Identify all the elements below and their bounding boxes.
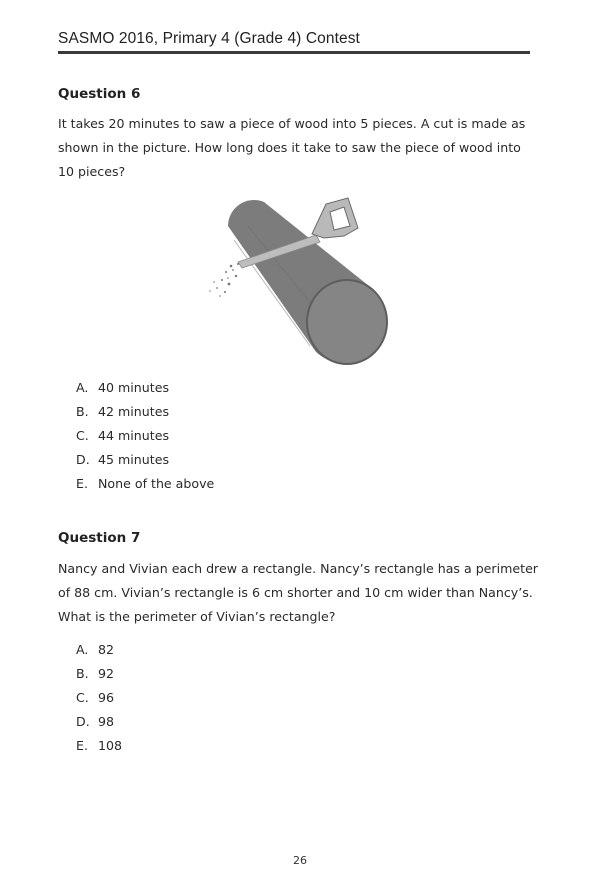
choice-a <box>76 638 122 662</box>
page-number: 26 <box>293 854 307 867</box>
choice-text: 82 <box>98 642 115 657</box>
header-divider <box>58 51 530 54</box>
choice-c <box>76 424 214 448</box>
choice-letter: D. <box>76 452 90 467</box>
choice-text: 40 minutes <box>98 380 170 395</box>
choice-text: 45 minutes <box>98 452 170 467</box>
choice-e <box>76 734 122 758</box>
choice-letter: B. <box>76 404 89 419</box>
choice-text: None of the above <box>98 476 215 491</box>
choice-text: 92 <box>98 666 115 681</box>
question-6-choices <box>76 376 214 496</box>
choice-text: 42 minutes <box>98 404 170 419</box>
question-7-choices <box>76 638 122 758</box>
choice-e <box>76 472 214 496</box>
choice-text: 44 minutes <box>98 428 170 443</box>
question-7-title: Question 7 <box>58 530 141 546</box>
choice-a <box>76 376 214 400</box>
question-6-text: It takes 20 minutes to saw a piece of wood into 5 pieces. A cut is made as shown in the picture. How long does it take to saw the piece of wood into 10 pieces? <box>58 116 526 179</box>
question-6-title: Question 6 <box>58 86 141 102</box>
choice-d <box>76 710 122 734</box>
choice-letter: C. <box>76 690 89 705</box>
choice-b <box>76 400 214 424</box>
question-7-text: Nancy and Vivian each drew a rectangle. Nancy’s rectangle has a perimeter of 88 cm. Vivian’s rectangle is 6 cm shorter and 10 cm wider than Nancy’s. What is the perimeter of Vivian’s rectangle? <box>58 561 538 624</box>
choice-letter: E. <box>76 738 88 753</box>
choice-letter: C. <box>76 428 89 443</box>
choice-c <box>76 686 122 710</box>
choice-letter: D. <box>76 714 90 729</box>
choice-b <box>76 662 122 686</box>
page-header-title: SASMO 2016, Primary 4 (Grade 4) Contest <box>58 30 360 47</box>
choice-letter: A. <box>76 642 89 657</box>
log-and-saw-illustration <box>198 192 398 371</box>
choice-d <box>76 448 214 472</box>
choice-letter: E. <box>76 476 88 491</box>
choice-text: 98 <box>98 714 115 729</box>
sawdust-particles <box>209 263 239 297</box>
choice-text: 96 <box>98 690 115 705</box>
choice-letter: B. <box>76 666 89 681</box>
choice-text: 108 <box>98 738 123 753</box>
log-icon <box>228 200 387 364</box>
choice-letter: A. <box>76 380 89 395</box>
